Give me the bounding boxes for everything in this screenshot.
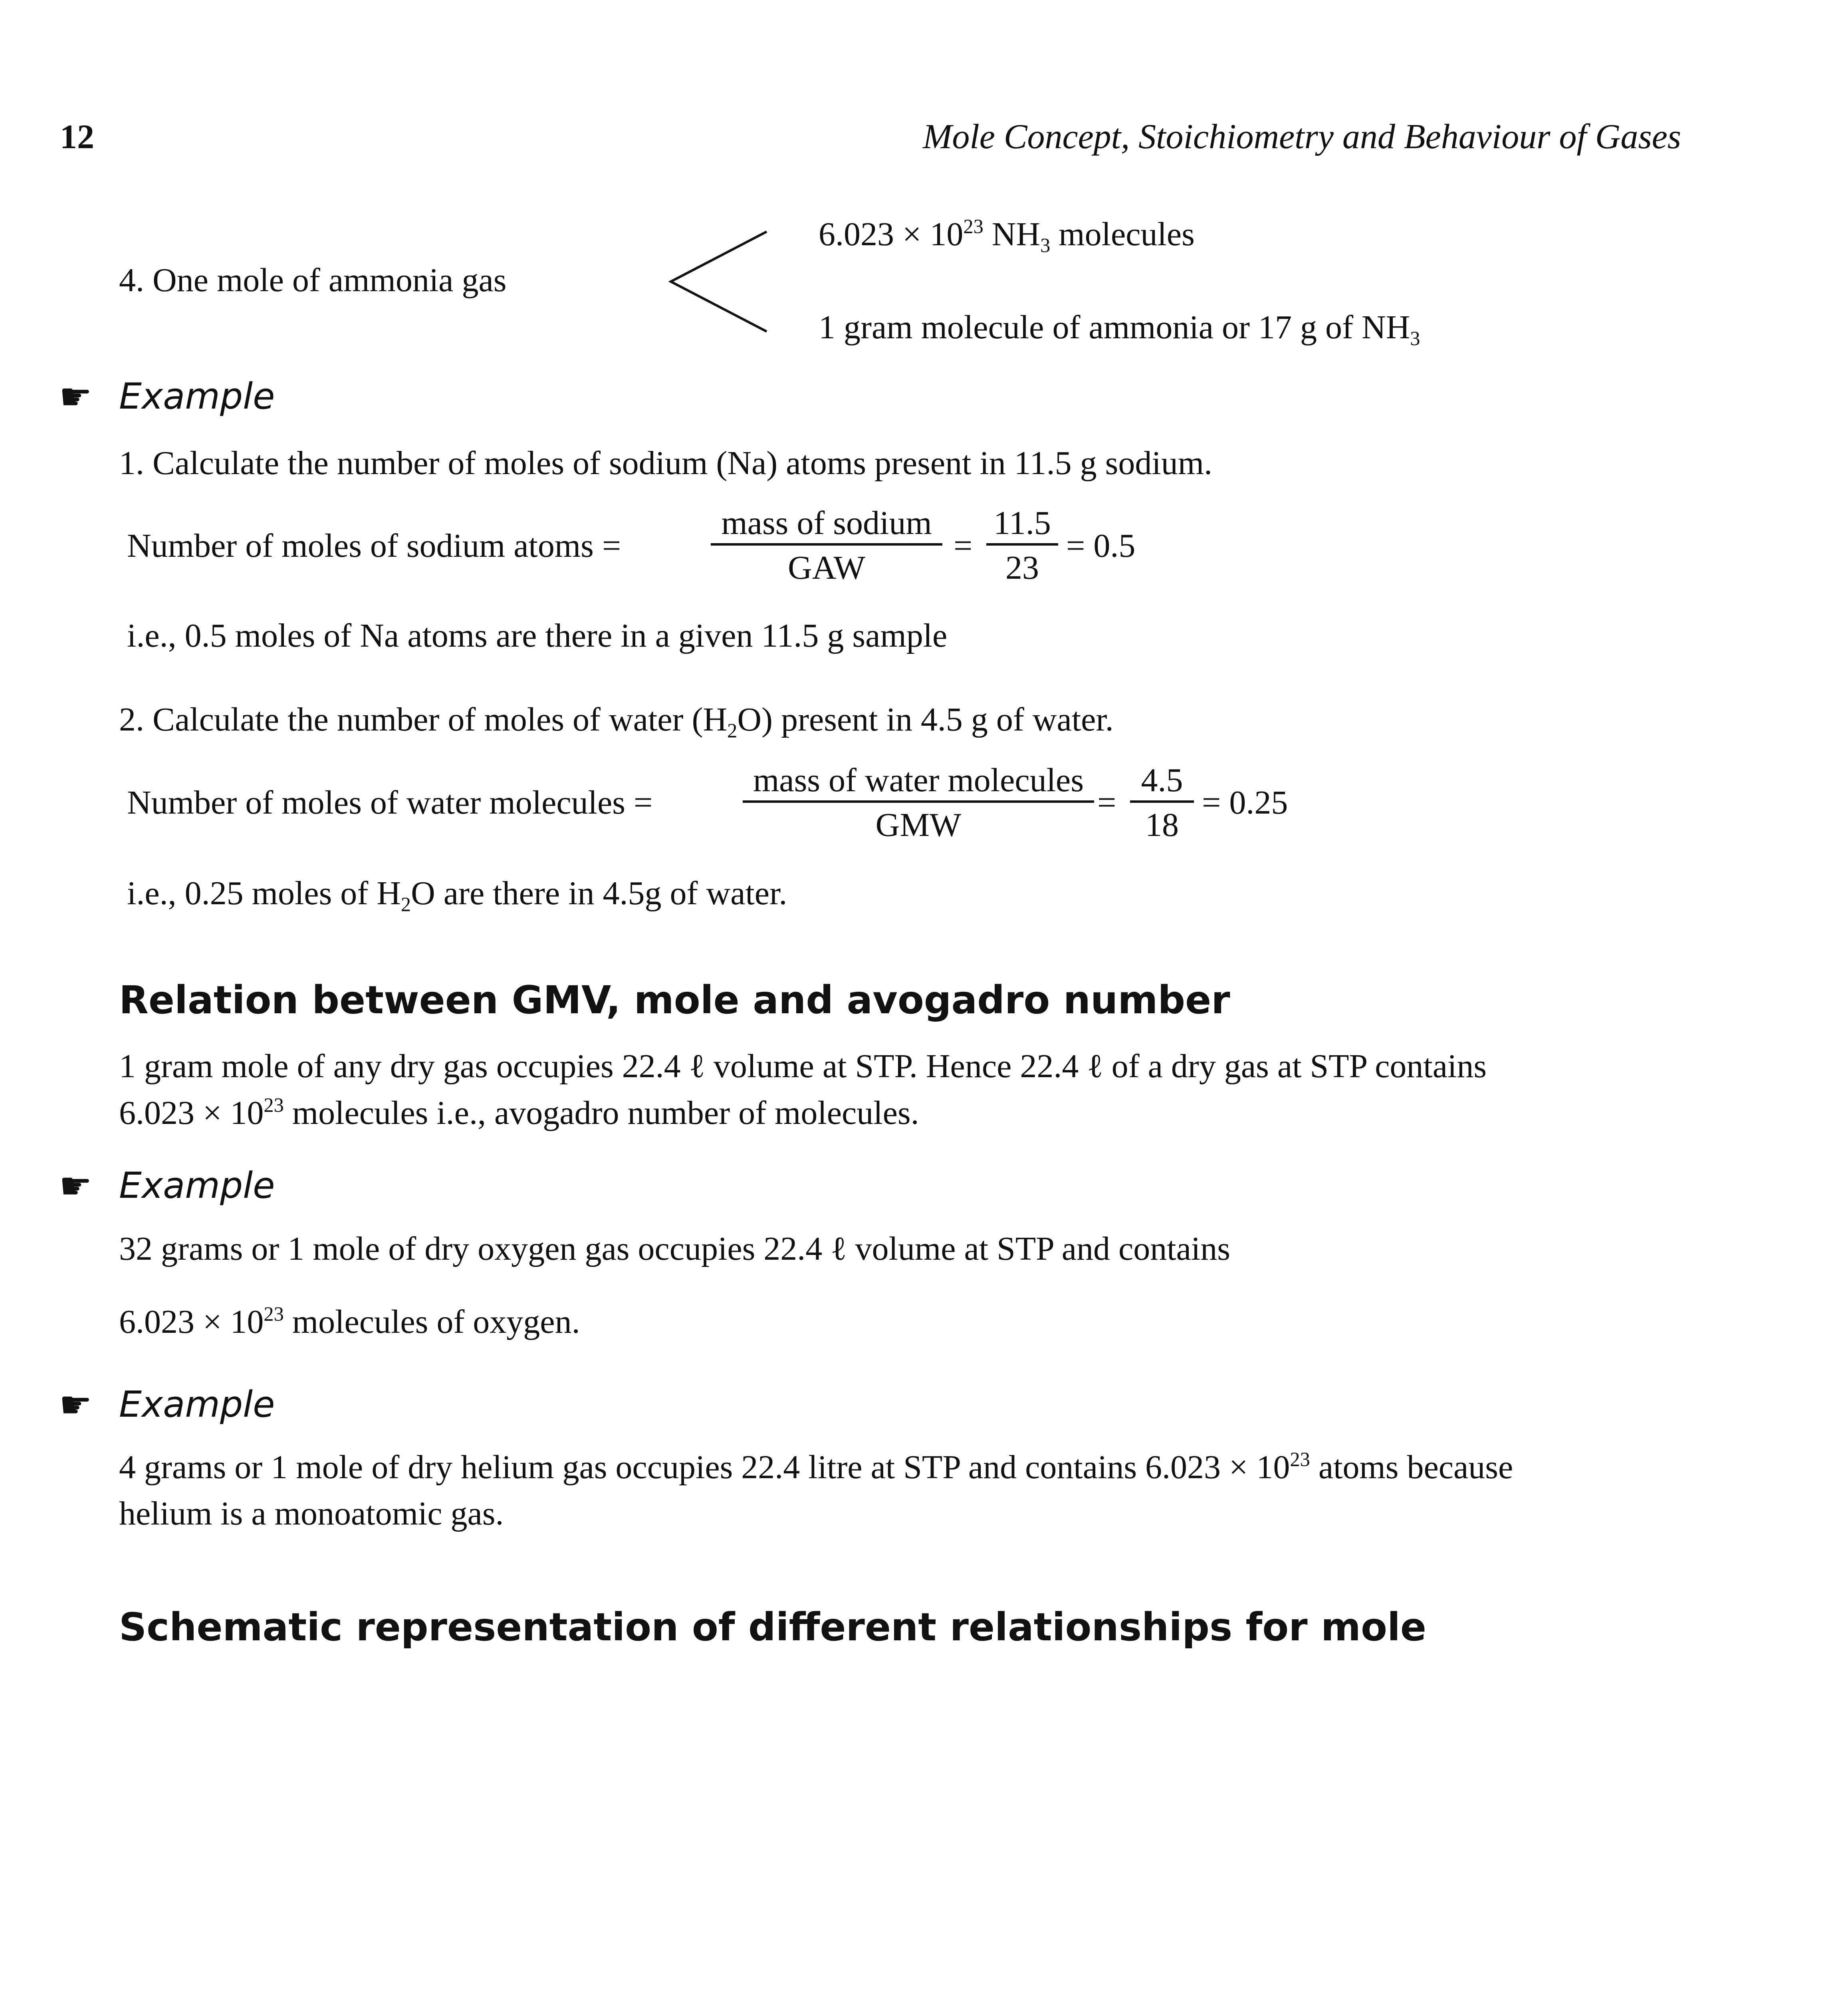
example-4-line-2: helium is a monoatomic gas.: [119, 1495, 504, 1532]
section-heading-schematic: Schematic representation of different relationships for mole: [119, 1605, 1426, 1650]
example-heading: Example: [119, 1165, 275, 1207]
example-4-line-1: 4 grams or 1 mole of dry helium gas occupies 22.4 litre at STP and contains $6.023 \times 10^{23}$ atoms because: [119, 1448, 1513, 1486]
example-2-fraction-1: mass of water molecules GMW: [743, 764, 1094, 842]
example-2-lhs: Number of moles of water molecules =: [127, 784, 653, 821]
example-3-line-1: 32 grams or 1 mole of dry oxygen gas occupies 22.4 ℓ volume at STP and contains: [119, 1230, 1230, 1267]
example-1-fraction-1: mass of sodium GAW: [711, 506, 942, 585]
item-4-label: 4. One mole of ammonia gas: [119, 262, 507, 299]
example-2-fraction-2: 4.5 18: [1130, 764, 1194, 842]
pointing-hand-icon: ☛: [59, 1385, 92, 1425]
example-2-result: = 0.25: [1202, 784, 1288, 821]
gmv-paragraph-line-1: 1 gram mole of any dry gas occupies 22.4 ℓ volume at STP. Hence 22.4 ℓ of a dry gas at STP contains: [119, 1048, 1487, 1085]
pointing-hand-icon: ☛: [59, 377, 92, 417]
pointing-hand-icon: ☛: [59, 1166, 92, 1207]
page-number: 12: [60, 117, 94, 156]
example-2-equals: =: [1097, 784, 1116, 821]
example-2-question: 2. Calculate the number of moles of water $(H_2O)$ present in 4.5 g of water.: [119, 701, 1114, 742]
example-heading: Example: [119, 1384, 275, 1425]
example-3-line-2: $6.023 \times 10^{23}$ molecules of oxygen.: [119, 1302, 580, 1340]
example-1-fraction-2: 11.5 23: [986, 506, 1058, 585]
item-4-branch-top: $6.023 \times 10^{23}$ $NH_3$ molecules: [819, 215, 1195, 257]
gmv-paragraph-line-2: $6.023 \times 10^{23}$ molecules i.e., avogadro number of molecules.: [119, 1094, 919, 1132]
example-1-conclusion: i.e., 0.5 moles of Na atoms are there in a given 11.5 g sample: [127, 617, 948, 654]
section-heading-gmv: Relation between GMV, mole and avogadro number: [119, 978, 1230, 1022]
example-heading: Example: [119, 375, 275, 417]
item-4-branch-bottom: 1 gram molecule of ammonia or 17 g of $NH_3$: [819, 309, 1420, 350]
running-title: Mole Concept, Stoichiometry and Behaviour of Gases: [923, 117, 1681, 156]
example-2-conclusion: i.e., 0.25 moles of $H_2O$ are there in 4.5g of water.: [127, 875, 787, 916]
branch-bracket-icon: [663, 228, 775, 343]
example-1-question: 1. Calculate the number of moles of sodium (Na) atoms present in 11.5 g sodium.: [119, 445, 1213, 482]
example-1-lhs: Number of moles of sodium atoms =: [127, 527, 621, 564]
example-1-equals: =: [954, 527, 973, 564]
example-1-result: = 0.5: [1066, 527, 1136, 564]
